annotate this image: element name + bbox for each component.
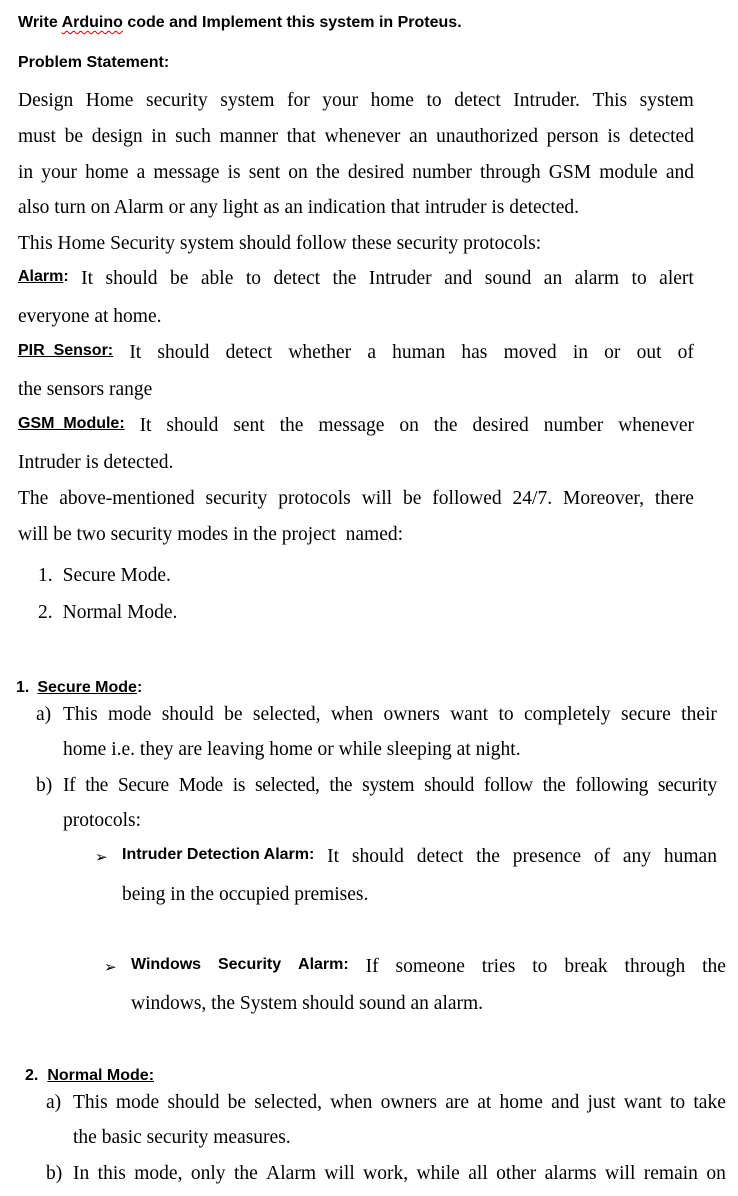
word: GSM	[548, 162, 592, 183]
word: design	[91, 126, 143, 147]
word: the	[476, 846, 500, 867]
word: the	[315, 162, 340, 183]
word: a	[136, 162, 146, 183]
word: be	[170, 268, 189, 289]
word: system	[362, 775, 415, 796]
word: Home	[85, 90, 134, 111]
list-marker: a)	[36, 704, 52, 725]
word: It	[327, 846, 340, 867]
list-marker: a)	[46, 1092, 62, 1113]
word: should	[351, 846, 404, 867]
word: while	[416, 1163, 460, 1184]
word: any	[622, 846, 652, 867]
word: message	[318, 415, 385, 436]
word: all	[468, 1163, 488, 1184]
word: Intruder.	[513, 90, 580, 111]
word: whenever	[618, 415, 694, 436]
word: the	[433, 415, 458, 436]
word: tries	[481, 956, 516, 977]
word: be	[227, 1092, 247, 1113]
word: want	[623, 1092, 662, 1113]
word: or	[604, 342, 621, 363]
word: their	[681, 704, 717, 725]
word: In	[73, 1163, 90, 1184]
word: a	[367, 342, 376, 363]
word: alarms	[544, 1163, 597, 1184]
word: selected,	[254, 1092, 322, 1113]
word: whenever	[324, 126, 401, 147]
secure-b-line-2: protocols:	[63, 810, 141, 831]
word: be	[224, 704, 243, 725]
word: out	[636, 342, 662, 363]
word: protocols	[278, 488, 351, 509]
word: Security	[217, 956, 282, 973]
word: the	[542, 775, 566, 796]
word: secure	[620, 704, 671, 725]
word: be	[64, 126, 84, 147]
word: owners	[383, 704, 440, 725]
pir-protocol	[18, 342, 694, 364]
word: must	[18, 126, 56, 147]
word: able	[200, 268, 234, 289]
word: selected,	[254, 775, 320, 796]
word: This	[592, 90, 628, 111]
list-marker: b)	[46, 1163, 63, 1184]
word: of	[593, 846, 611, 867]
normal-a-line-2: the basic security measures.	[73, 1127, 291, 1148]
word: alert	[659, 268, 694, 289]
word: are	[445, 1092, 470, 1113]
word: work,	[363, 1163, 409, 1184]
word: system	[220, 90, 275, 111]
word: sent	[233, 415, 265, 436]
word: the	[702, 956, 726, 977]
word: should	[167, 1092, 220, 1113]
word: and	[551, 1092, 580, 1113]
word: unauthorized	[436, 126, 538, 147]
gsm-protocol	[18, 415, 694, 437]
word: when	[330, 704, 374, 725]
word: to	[532, 956, 548, 977]
word: module	[599, 162, 658, 183]
word: and	[665, 162, 694, 183]
intro-line-5: This Home Security system should follow these security protocols:	[18, 233, 542, 254]
problem-heading: Problem Statement:	[18, 54, 170, 71]
word: detect	[454, 90, 501, 111]
gsm-label: GSM Module:	[18, 415, 125, 432]
word: in	[572, 342, 588, 363]
word: above-mentioned	[59, 488, 195, 509]
word: presence	[512, 846, 581, 867]
word: number	[412, 162, 472, 183]
alarm-protocol: Alarm: It should be able to detect the Intruder and sound an alarm to alert	[18, 268, 694, 289]
word: an	[543, 268, 563, 289]
word: such	[175, 126, 211, 147]
word: detected	[629, 126, 694, 147]
secure-a-line-2: home i.e. they are leaving home or while sleeping at night.	[63, 739, 521, 760]
word: followed	[432, 488, 502, 509]
windows-alarm-cont: windows, the System should sound an alarm.	[131, 993, 484, 1014]
normal-a-line-1	[73, 1092, 726, 1114]
word: remain	[643, 1163, 698, 1184]
word: mode	[115, 1092, 160, 1113]
word: mode,	[134, 1163, 183, 1184]
word: detect	[416, 846, 464, 867]
word: on	[288, 162, 308, 183]
word: desired	[472, 415, 529, 436]
word: when	[330, 1092, 373, 1113]
word: detect	[273, 268, 321, 289]
word: be	[402, 488, 422, 509]
gsm-protocol-cont: Intruder is detected.	[18, 452, 174, 473]
word: message	[153, 162, 220, 183]
alarm-label: Alarm	[18, 268, 64, 285]
word: owners	[380, 1092, 437, 1113]
word: detect	[225, 342, 273, 363]
word: sent	[248, 162, 281, 183]
word: there	[654, 488, 694, 509]
list-marker: b)	[36, 775, 53, 796]
word: an	[409, 126, 428, 147]
word: home	[85, 162, 129, 183]
word: following	[575, 775, 649, 796]
word: the	[233, 1163, 258, 1184]
word: desired	[347, 162, 405, 183]
word: on	[399, 415, 419, 436]
word: in	[18, 162, 34, 183]
pir-label: PIR Sensor:	[18, 342, 114, 359]
word: should	[105, 268, 158, 289]
word: completely	[523, 704, 611, 725]
word: is	[227, 162, 241, 183]
word: at	[477, 1092, 492, 1113]
word: manner	[219, 126, 279, 147]
normal-b-line-1	[73, 1163, 726, 1185]
arrow-bullet-icon: ➢	[104, 958, 117, 976]
word: the	[329, 775, 353, 796]
word: It	[139, 415, 152, 436]
word: is	[232, 775, 246, 796]
word: break	[564, 956, 608, 977]
word: has	[461, 342, 488, 363]
word: to	[426, 90, 442, 111]
word: on	[706, 1163, 726, 1184]
word: the	[279, 415, 304, 436]
word: the	[332, 268, 357, 289]
word: someone	[395, 956, 465, 977]
word: home	[499, 1092, 543, 1113]
word: should	[161, 704, 214, 725]
word: Mode	[178, 775, 223, 796]
word: your	[322, 90, 359, 111]
word: will	[324, 1163, 355, 1184]
word: follow	[483, 775, 533, 796]
word: If	[63, 775, 76, 796]
word: only	[190, 1163, 226, 1184]
word: this	[97, 1163, 126, 1184]
word: to	[631, 268, 647, 289]
word: selected,	[252, 704, 321, 725]
word: that	[286, 126, 316, 147]
word: should	[424, 775, 475, 796]
word: Design	[18, 90, 74, 111]
word: whether	[288, 342, 352, 363]
word: Alarm:	[298, 956, 349, 973]
word: Windows	[131, 956, 202, 973]
word: security	[146, 90, 208, 111]
word: It	[81, 268, 94, 289]
word: security	[657, 775, 717, 796]
word: just	[587, 1092, 616, 1113]
word: of	[677, 342, 694, 363]
word: and	[444, 268, 473, 289]
word: security	[205, 488, 268, 509]
intro-line-3	[18, 162, 694, 184]
word: This	[73, 1092, 108, 1113]
intro-line-1	[18, 90, 694, 112]
word: system	[639, 90, 694, 111]
word: is	[607, 126, 621, 147]
word: 24/7.	[512, 488, 553, 509]
secure-mode-heading: 1. Secure Mode:	[16, 679, 143, 696]
word: alarm	[574, 268, 620, 289]
alarm-protocol-cont: everyone at home.	[18, 306, 162, 327]
word: person	[546, 126, 599, 147]
word: will	[605, 1163, 636, 1184]
word: in	[151, 126, 167, 147]
word: will	[361, 488, 393, 509]
word: The	[18, 488, 49, 509]
word: should	[166, 415, 219, 436]
word: home	[370, 90, 414, 111]
arrow-bullet-icon: ➢	[95, 848, 108, 866]
word: for	[287, 90, 310, 111]
word: to	[669, 1092, 686, 1113]
protocols-line-1	[18, 488, 694, 510]
word: mode	[108, 704, 152, 725]
word: human	[392, 342, 446, 363]
intruder-alarm-line	[122, 846, 717, 868]
word: Moreover,	[563, 488, 644, 509]
word: This	[63, 704, 98, 725]
intro-line-2	[18, 126, 694, 148]
word: to	[245, 268, 262, 289]
word: If	[365, 956, 379, 977]
word: your	[41, 162, 78, 183]
word: Alarm	[266, 1163, 316, 1184]
word: want	[450, 704, 489, 725]
secure-a-line-1	[63, 704, 717, 726]
word: Secure	[117, 775, 169, 796]
word: through	[624, 956, 686, 977]
word: number	[543, 415, 604, 436]
word: should	[157, 342, 210, 363]
normal-mode-heading: 2. Normal Mode:	[25, 1067, 155, 1084]
word: Intruder	[368, 268, 432, 289]
word: through	[480, 162, 541, 183]
document-title: Write Arduino code and Implement this system in Proteus.	[18, 14, 462, 31]
protocols-line-2: will be two security modes in the project named:	[18, 524, 404, 545]
word: human	[663, 846, 717, 867]
word: other	[496, 1163, 537, 1184]
word: the	[85, 775, 108, 796]
intruder-alarm-cont: being in the occupied premises.	[122, 884, 369, 905]
windows-alarm-line	[131, 956, 726, 978]
word: It	[129, 342, 142, 363]
modes-list-item: 1. Secure Mode.	[38, 565, 171, 586]
word: moved	[503, 342, 557, 363]
intro-line-4: also turn on Alarm or any light as an indication that intruder is detected.	[18, 197, 580, 218]
modes-list-item: 2. Normal Mode.	[38, 602, 178, 623]
secure-b-line-1	[63, 775, 717, 797]
word: to	[498, 704, 514, 725]
word: sound	[484, 268, 532, 289]
pir-protocol-cont: the sensors range	[18, 379, 153, 400]
word: take	[693, 1092, 726, 1113]
spellcheck-word: Arduino	[61, 14, 123, 31]
intruder-alarm-label: Intruder Detection Alarm:	[122, 846, 315, 863]
